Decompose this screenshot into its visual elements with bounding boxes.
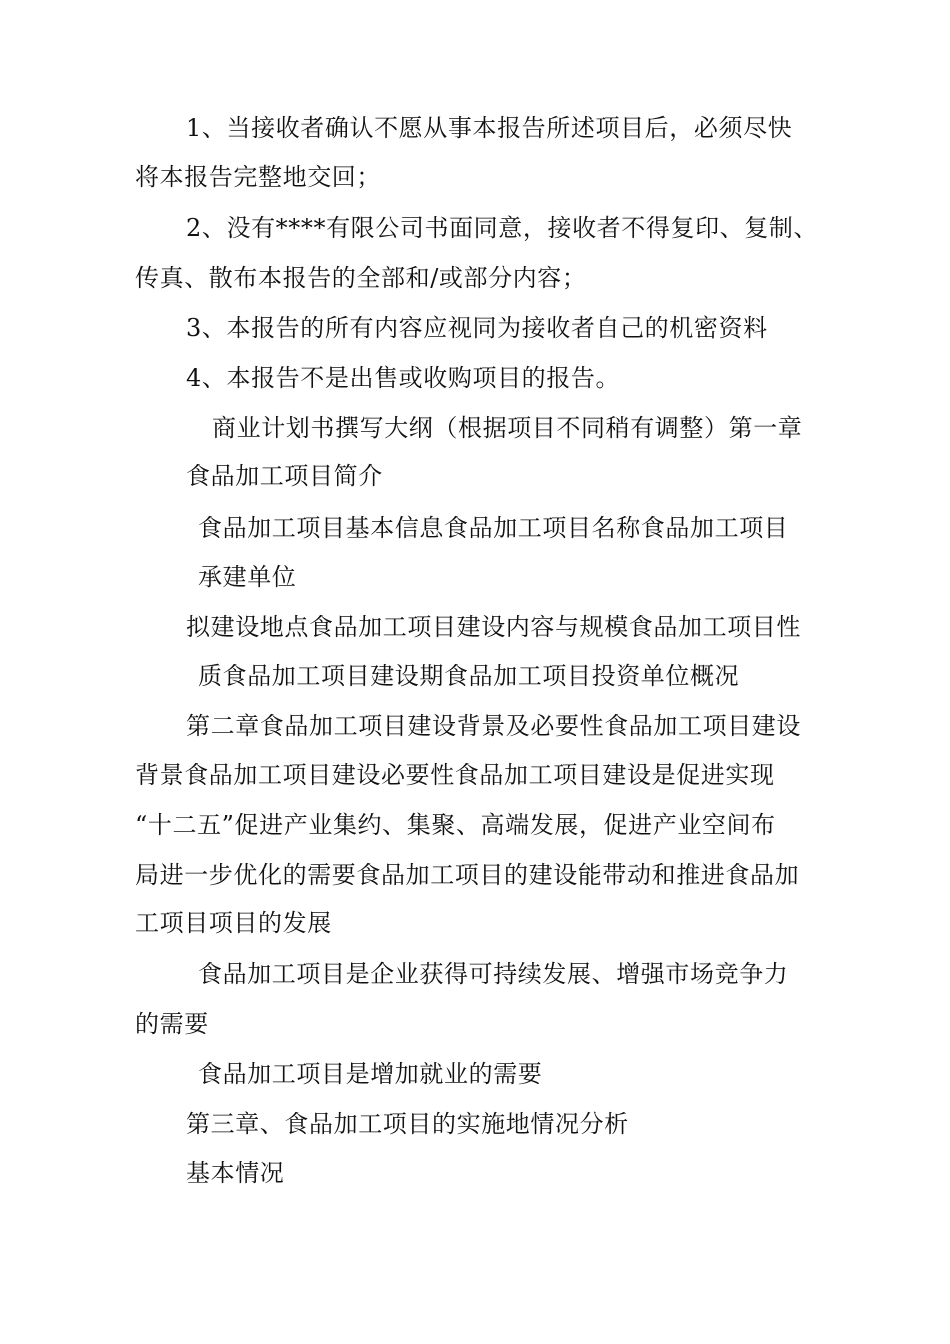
text-line-6: 4、本报告不是出售或收购项目的报告。 xyxy=(186,364,621,392)
text-line-3: 2、没有****有限公司书面同意，接收者不得复印、复制、 xyxy=(186,214,819,242)
text-line-11: 拟建设地点食品加工项目建设内容与规模食品加工项目性 xyxy=(186,613,801,641)
text-line-8: 食品加工项目简介 xyxy=(186,462,383,490)
text-line-4: 传真、散布本报告的全部和/或部分内容； xyxy=(135,264,587,292)
text-line-7: 商业计划书撰写大纲（根据项目不同稍有调整）第一章 xyxy=(212,414,803,442)
text-line-21: 第三章、食品加工项目的实施地情况分析 xyxy=(186,1110,629,1138)
text-line-19: 的需要 xyxy=(135,1010,209,1038)
text-line-9: 食品加工项目基本信息食品加工项目名称食品加工项目 xyxy=(198,514,789,542)
text-line-10: 承建单位 xyxy=(198,563,297,591)
text-line-13: 第二章食品加工项目建设背景及必要性食品加工项目建设 xyxy=(186,712,801,740)
text-line-20: 食品加工项目是增加就业的需要 xyxy=(198,1060,543,1088)
text-line-22: 基本情况 xyxy=(186,1159,285,1187)
text-line-2: 将本报告完整地交回； xyxy=(135,163,381,191)
text-line-15: “十二五”促进产业集约、集聚、高端发展，促进产业空间布 xyxy=(135,811,776,839)
text-line-16: 局进一步优化的需要食品加工项目的建设能带动和推进食品加 xyxy=(135,861,800,889)
text-line-12: 质食品加工项目建设期食品加工项目投资单位概况 xyxy=(198,662,740,690)
text-line-17: 工项目项目的发展 xyxy=(135,909,332,937)
text-line-1: 1、当接收者确认不愿从事本报告所述项目后，必须尽快 xyxy=(186,114,793,142)
text-line-18: 食品加工项目是企业获得可持续发展、增强市场竞争力 xyxy=(198,960,789,988)
text-line-5: 3、本报告的所有内容应视同为接收者自己的机密资料 xyxy=(186,314,768,342)
text-line-14: 背景食品加工项目建设必要性食品加工项目建设是促进实现 xyxy=(135,761,775,789)
